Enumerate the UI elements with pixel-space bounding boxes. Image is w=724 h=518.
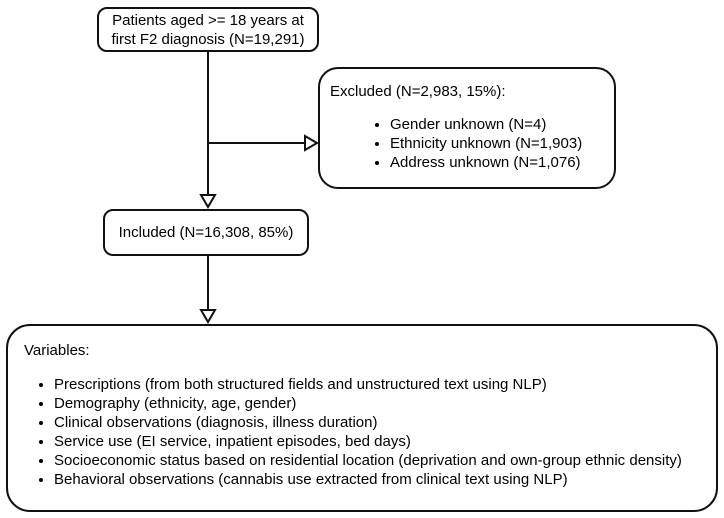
list-item: • Address unknown (N=1,076) (390, 153, 608, 172)
excluded-items-list (330, 115, 608, 172)
list-item: • Prescriptions (from both structured fields and unstructured text using NLP) (54, 375, 712, 394)
list-item: • Behavioral observations (cannabis use extracted from clinical text using NLP) (54, 470, 712, 489)
list-item: • Gender unknown (N=4) (390, 115, 608, 134)
list-item: • Service use (EI service, inpatient episodes, bed days) (54, 432, 712, 451)
included-box-label: Included (N=16,308, 85%) (118, 224, 294, 241)
variables-items-list (24, 375, 712, 489)
top-box-line1: Patients aged >= 18 years at (112, 11, 304, 29)
top-box-line2: first F2 diagnosis (N=19,291) (111, 30, 305, 48)
variables-box (6, 324, 718, 512)
top-box-patients (97, 7, 319, 52)
excluded-box-title: Excluded (N=2,983, 15%): (330, 83, 506, 100)
arrowhead-down-included-icon (201, 195, 215, 207)
included-box (103, 209, 309, 256)
variables-box-title: Variables: (24, 342, 90, 359)
list-item: • Ethnicity unknown (N=1,903) (390, 134, 608, 153)
list-item: • Socioeconomic status based on residential location (deprivation and own-group ethnic density) (54, 451, 712, 470)
list-item: • Clinical observations (diagnosis, illness duration) (54, 413, 712, 432)
arrowhead-right-excluded-icon (305, 136, 317, 150)
list-item: • Demography (ethnicity, age, gender) (54, 394, 712, 413)
arrowhead-down-variables-icon (201, 310, 215, 322)
excluded-box (318, 67, 616, 189)
